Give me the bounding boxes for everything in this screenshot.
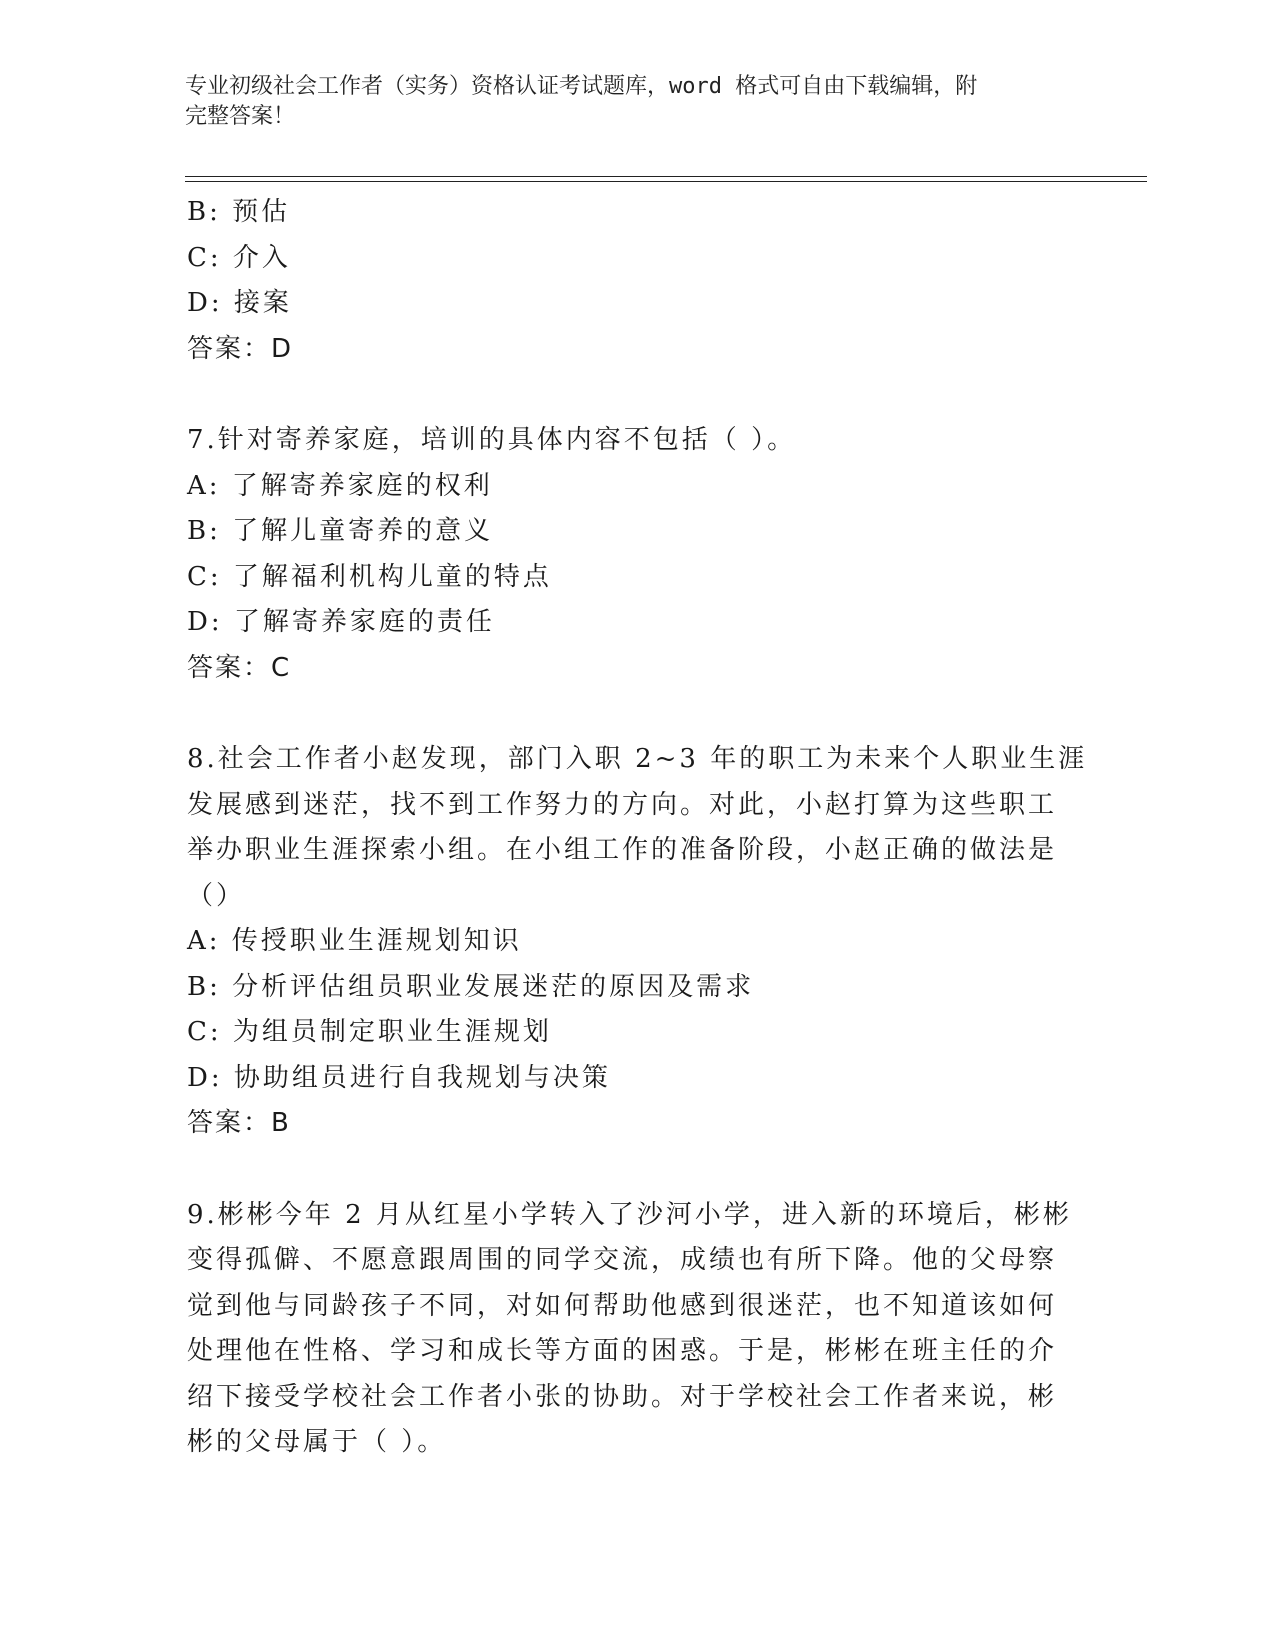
- question-8: [187, 737, 1088, 1147]
- answer-line: 答案：C: [187, 652, 292, 683]
- question-stem-line: （）: [187, 880, 246, 911]
- question-6-tail: [187, 190, 1057, 372]
- question-7: [187, 418, 1057, 691]
- question-stem-line: 绍下接受学校社会工作者小张的协助。对于学校社会工作者来说，彬: [187, 1381, 1058, 1412]
- option-a: A: 了解寄养家庭的权利: [187, 470, 493, 501]
- question-stem-line: 举办职业生涯探索小组。在小组工作的准备阶段，小赵正确的做法是: [187, 835, 1058, 865]
- option-c: C: 为组员制定职业生涯规划: [187, 1017, 552, 1047]
- question-stem: 7.针对寄养家庭，培训的具体内容不包括（ ）。: [187, 425, 797, 455]
- answer-line: 答案：B: [187, 1108, 291, 1138]
- option-d: D: 协助组员进行自我规划与决策: [187, 1062, 611, 1093]
- option-d: D: 了解寄养家庭的责任: [187, 607, 495, 637]
- option-b: B: 预估: [187, 197, 291, 227]
- question-stem-line: 彬的父母属于（ ）。: [187, 1427, 447, 1457]
- option-d: D: 接案: [187, 288, 292, 318]
- question-9: [187, 1193, 1072, 1466]
- header-divider-top: [185, 176, 1147, 177]
- header-divider-bottom: [185, 181, 1147, 182]
- question-stem-line: 变得孤僻、不愿意跟周围的同学交流，成绩也有所下降。他的父母察: [187, 1245, 1058, 1275]
- option-b: B: 了解儿童寄养的意义: [187, 516, 494, 546]
- question-stem-line: 觉到他与同龄孩子不同，对如何帮助他感到很迷茫，也不知道该如何: [187, 1290, 1058, 1321]
- question-stem-line: 8.社会工作者小赵发现，部门入职 2~3 年的职工为未来个人职业生涯: [187, 744, 1088, 774]
- document-header: [185, 72, 1065, 132]
- header-line-1: 专业初级社会工作者（实务）资格认证考试题库，word 格式可自由下载编辑，附: [185, 74, 978, 99]
- header-line-2: 完整答案！: [185, 104, 296, 129]
- question-content: [187, 190, 1088, 1466]
- answer-line: 答案：D: [187, 333, 294, 364]
- option-a: A: 传授职业生涯规划知识: [187, 926, 522, 956]
- question-stem-line: 发展感到迷茫，找不到工作努力的方向。对此，小赵打算为这些职工: [187, 789, 1058, 820]
- option-b: B: 分析评估组员职业发展迷茫的原因及需求: [187, 971, 755, 1002]
- option-c: C: 介入: [187, 242, 291, 273]
- question-stem-line: 9.彬彬今年 2 月从红星小学转入了沙河小学，进入新的环境后，彬彬: [187, 1199, 1072, 1230]
- option-c: C: 了解福利机构儿童的特点: [187, 561, 552, 592]
- question-stem-line: 处理他在性格、学习和成长等方面的困惑。于是，彬彬在班主任的介: [187, 1336, 1058, 1366]
